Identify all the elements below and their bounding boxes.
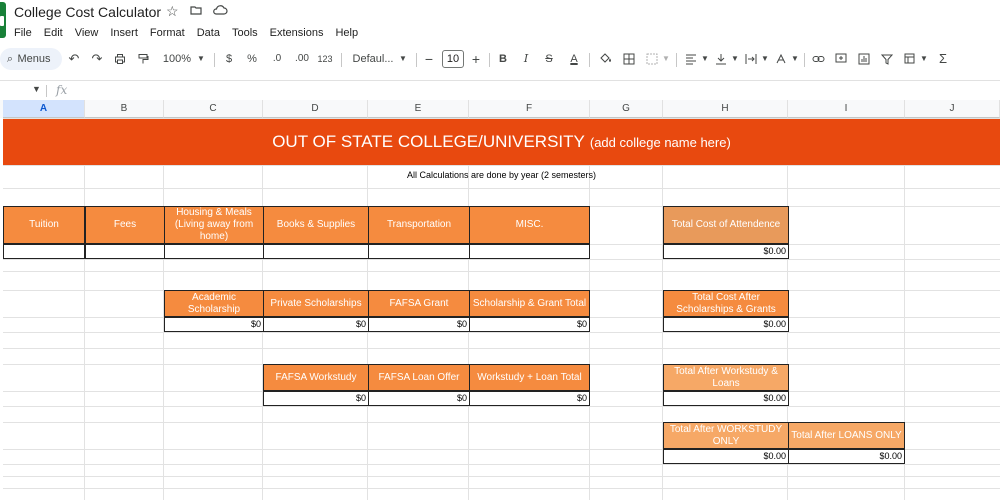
document-title[interactable]: College Cost Calculator	[14, 4, 162, 20]
rotation-dropdown-icon[interactable]: ▼	[791, 54, 799, 63]
text-rotation-icon[interactable]	[773, 48, 789, 70]
decrease-decimal-button[interactable]: .0	[272, 53, 282, 64]
number-format-button[interactable]: 123	[317, 54, 333, 64]
search-icon: ⌕	[6, 53, 14, 65]
gridline	[3, 464, 1000, 465]
gridline	[3, 165, 1000, 166]
menu-tools[interactable]: Tools	[231, 27, 258, 39]
private-scholarships-value[interactable]: $0	[263, 317, 369, 332]
after-aid-header[interactable]: Total Cost After Scholarships & Grants	[663, 290, 789, 317]
tuition-header[interactable]: Tuition	[3, 206, 85, 244]
transportation-input[interactable]	[368, 244, 470, 259]
after-workstudy-loans-value[interactable]: $0.00	[663, 391, 789, 406]
after-loans-only-value[interactable]: $0.00	[788, 449, 905, 464]
toolbar-divider	[589, 53, 590, 67]
misc-header[interactable]: MISC.	[469, 206, 590, 244]
italic-button[interactable]: I	[523, 52, 529, 65]
column-header-j[interactable]: J	[905, 100, 1000, 118]
redo-icon[interactable]: ↷	[91, 51, 103, 66]
spreadsheet-grid[interactable]	[0, 100, 1000, 500]
menus-label: Menus	[17, 53, 51, 65]
column-header-c[interactable]: C	[164, 100, 263, 118]
filter-views-dropdown-icon[interactable]: ▼	[920, 54, 928, 63]
academic-scholarship-header[interactable]: Academic Scholarship	[164, 290, 264, 317]
transportation-header[interactable]: Transportation	[368, 206, 470, 244]
move-folder-icon[interactable]	[189, 3, 203, 20]
name-box-dropdown-icon[interactable]: ▼	[32, 84, 41, 94]
format-percent-button[interactable]: %	[247, 53, 257, 65]
sheets-logo-icon[interactable]	[0, 2, 6, 38]
after-workstudy-only-header[interactable]: Total After WORKSTUDY ONLY	[663, 422, 789, 449]
after-workstudy-loans-header[interactable]: Total After Workstudy & Loans	[663, 364, 789, 391]
toolbar	[0, 48, 1000, 72]
halign-dropdown-icon[interactable]: ▼	[701, 54, 709, 63]
menu-help[interactable]: Help	[335, 27, 359, 39]
title-bar	[0, 0, 1000, 24]
merge-dropdown-icon[interactable]: ▼	[662, 54, 670, 63]
gridline	[3, 488, 1000, 489]
housing-meals-header[interactable]: Housing & Meals (Living away from home)	[164, 206, 264, 244]
gridline	[3, 348, 1000, 349]
fees-input[interactable]	[85, 244, 165, 259]
books-supplies-input[interactable]	[263, 244, 369, 259]
formula-bar	[0, 80, 1000, 100]
menu-extensions[interactable]: Extensions	[269, 27, 324, 39]
fafsa-grant-value[interactable]: $0	[368, 317, 470, 332]
toolbar-divider	[416, 53, 417, 67]
fx-icon: fx	[56, 83, 68, 97]
menu-bar	[14, 24, 370, 42]
banner-subtitle: (add college name here)	[589, 134, 731, 150]
banner-title: OUT OF STATE COLLEGE/UNIVERSITY	[272, 132, 585, 151]
column-header-f[interactable]: F	[469, 100, 590, 118]
wrap-dropdown-icon[interactable]: ▼	[761, 54, 769, 63]
after-workstudy-only-value[interactable]: $0.00	[663, 449, 789, 464]
menu-file[interactable]: File	[14, 27, 32, 39]
academic-scholarship-value[interactable]: $0	[164, 317, 264, 332]
font-size-decrease-button[interactable]: −	[424, 51, 434, 67]
filter-views-icon[interactable]	[902, 48, 918, 70]
menu-format[interactable]: Format	[149, 27, 185, 39]
calculation-note[interactable]: All Calculations are done by year (2 semesters)	[406, 170, 597, 180]
title-banner[interactable]	[3, 119, 1000, 165]
fafsa-loan-offer-value[interactable]: $0	[368, 391, 470, 406]
menu-view[interactable]: View	[74, 27, 99, 39]
format-currency-button[interactable]: $	[225, 53, 233, 65]
toolbar-divider	[804, 53, 805, 67]
valign-dropdown-icon[interactable]: ▼	[731, 54, 739, 63]
tuition-input[interactable]	[3, 244, 85, 259]
total-cost-header[interactable]: Total Cost of Attendence	[663, 206, 789, 244]
gridline	[3, 476, 1000, 477]
cloud-saved-icon[interactable]	[212, 3, 228, 20]
column-header-g[interactable]: G	[590, 100, 663, 118]
column-header-a[interactable]: A	[3, 100, 85, 118]
bold-button[interactable]: B	[499, 53, 507, 65]
star-icon[interactable]: ☆	[166, 3, 179, 19]
toolbar-divider	[341, 53, 342, 67]
after-loans-only-header[interactable]: Total After LOANS ONLY	[788, 422, 905, 449]
functions-button[interactable]: Σ	[938, 51, 948, 66]
horizontal-align-icon[interactable]	[683, 48, 699, 70]
private-scholarships-header[interactable]: Private Scholarships	[263, 290, 369, 317]
strikethrough-button[interactable]: S	[545, 53, 553, 65]
vertical-align-icon[interactable]	[713, 48, 729, 70]
undo-icon[interactable]: ↶	[68, 51, 80, 66]
filter-icon[interactable]	[879, 48, 895, 70]
fees-header[interactable]: Fees	[85, 206, 165, 244]
fafsa-grant-header[interactable]: FAFSA Grant	[368, 290, 470, 317]
print-icon[interactable]	[112, 48, 128, 70]
increase-decimal-button[interactable]: .00	[295, 53, 309, 64]
fafsa-workstudy-value[interactable]: $0	[263, 391, 369, 406]
fafsa-workstudy-header[interactable]: FAFSA Workstudy	[263, 364, 369, 391]
menu-data[interactable]: Data	[196, 27, 220, 39]
zoom-dropdown-icon[interactable]: ▼	[197, 54, 205, 63]
housing-meals-input[interactable]	[164, 244, 264, 259]
font-dropdown-icon[interactable]: ▼	[399, 54, 407, 63]
toolbar-divider	[214, 53, 215, 67]
zoom-select[interactable]: 100%	[162, 53, 192, 65]
insert-chart-icon[interactable]	[856, 48, 872, 70]
column-header-b[interactable]: B	[85, 100, 164, 118]
column-header-i[interactable]: I	[788, 100, 905, 118]
borders-icon[interactable]	[621, 48, 637, 70]
after-aid-value[interactable]: $0.00	[663, 317, 789, 332]
column-header-e[interactable]: E	[368, 100, 469, 118]
column-header-h[interactable]: H	[663, 100, 788, 118]
books-supplies-header[interactable]: Books & Supplies	[263, 206, 369, 244]
gridline	[3, 259, 1000, 260]
total-cost-value[interactable]: $0.00	[663, 244, 789, 259]
scholarship-grant-total-header[interactable]: Scholarship & Grant Total	[469, 290, 590, 317]
workstudy-loan-total-value[interactable]: $0	[469, 391, 590, 406]
insert-link-icon[interactable]	[810, 48, 826, 70]
gridline	[3, 406, 1000, 407]
column-header-d[interactable]: D	[263, 100, 368, 118]
paint-format-icon[interactable]	[135, 48, 151, 70]
insert-comment-icon[interactable]	[833, 48, 849, 70]
gridline	[3, 332, 1000, 333]
gridline	[3, 188, 1000, 189]
fill-color-icon[interactable]	[596, 48, 612, 70]
menu-edit[interactable]: Edit	[43, 27, 63, 39]
scholarship-grant-total-value[interactable]: $0	[469, 317, 590, 332]
gridline	[3, 271, 1000, 272]
toolbar-divider	[676, 53, 677, 67]
workstudy-loan-total-header[interactable]: Workstudy + Loan Total	[469, 364, 590, 391]
misc-input[interactable]	[469, 244, 590, 259]
text-wrap-icon[interactable]	[743, 48, 759, 70]
merge-cells-icon[interactable]	[644, 48, 660, 70]
toolbar-divider	[489, 53, 490, 67]
text-color-button[interactable]: A	[570, 53, 578, 65]
formula-bar-divider	[46, 85, 47, 97]
font-size-input[interactable]: 10	[442, 50, 464, 68]
font-size-increase-button[interactable]: +	[471, 51, 481, 67]
fafsa-loan-offer-header[interactable]: FAFSA Loan Offer	[368, 364, 470, 391]
menu-insert[interactable]: Insert	[110, 27, 138, 39]
font-select[interactable]: Defaul...	[352, 53, 394, 65]
